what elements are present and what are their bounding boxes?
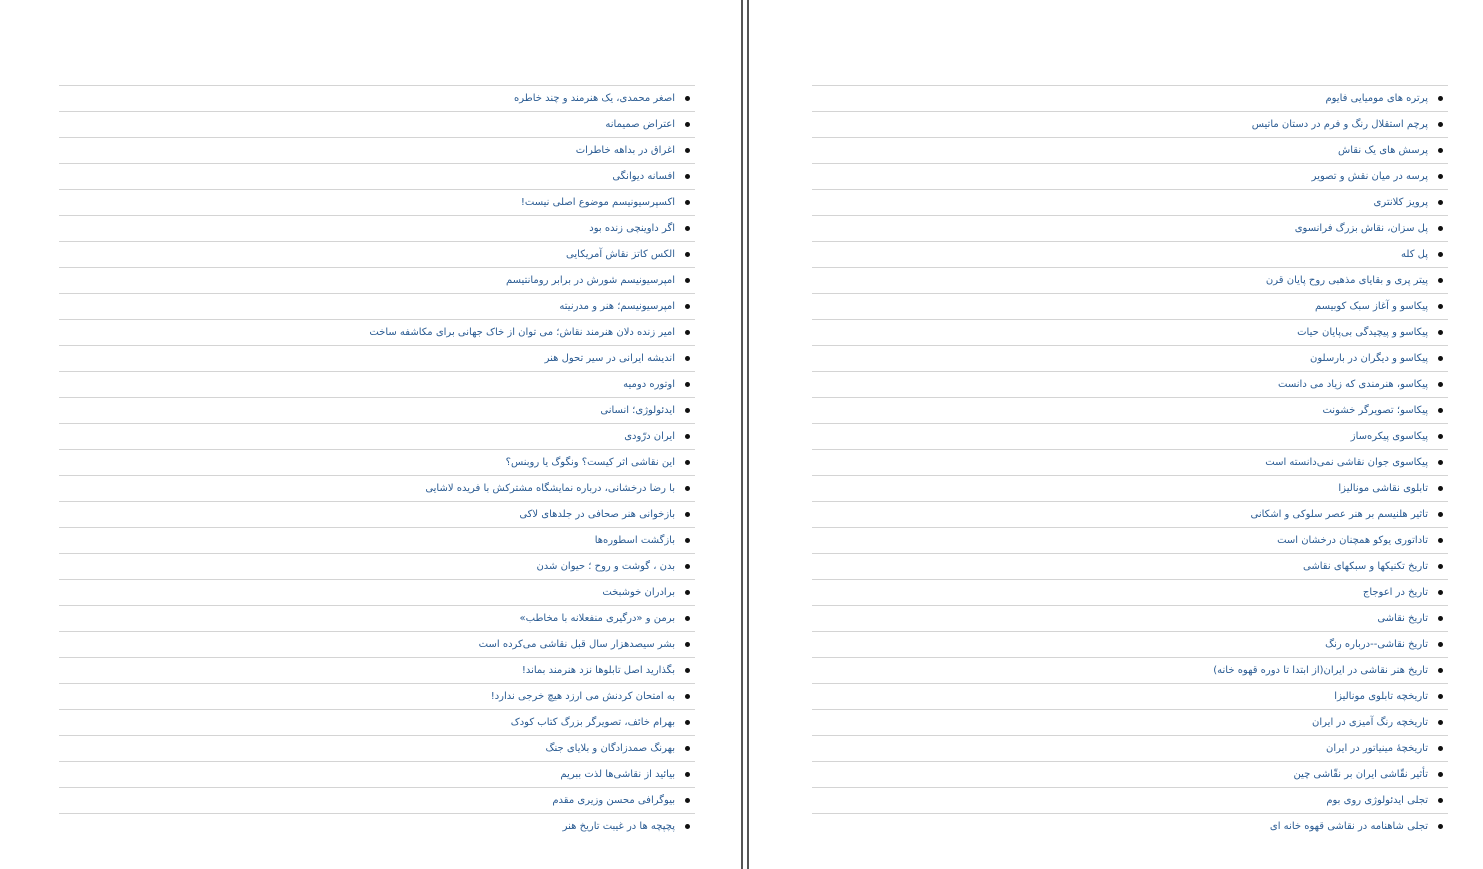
- article-link[interactable]: اوتوره دومیه: [623, 378, 675, 390]
- bullet-icon: [685, 772, 690, 777]
- list-item: [59, 449, 695, 475]
- bullet-icon: [685, 486, 690, 491]
- list-item: [812, 85, 1448, 111]
- article-link[interactable]: برمن و «درگیری منفعلانه با مخاطب»: [519, 612, 675, 624]
- article-link[interactable]: اکسپرسیونیسم موضوع اصلی نیست!: [520, 196, 675, 208]
- list-item: [59, 735, 695, 761]
- list-item: [812, 319, 1448, 345]
- article-link[interactable]: پیکاسو و دیگران در بارسلون: [1310, 352, 1428, 364]
- article-link[interactable]: پرچم استقلال رنگ و فرم در دستان ماتیس: [1251, 118, 1428, 130]
- article-link[interactable]: تاریخچه رنگ آمیزی در ایران: [1312, 716, 1428, 728]
- bullet-icon: [685, 174, 690, 179]
- bullet-icon: [685, 330, 690, 335]
- article-link[interactable]: اصغر محمدی، یک هنرمند و چند خاطره: [514, 92, 675, 104]
- list-item: [812, 605, 1448, 631]
- article-link[interactable]: پیکاسو و آغاز سبک کوبیسم: [1315, 300, 1428, 312]
- list-item: [59, 631, 695, 657]
- article-link[interactable]: تاریخ تکنیکها و سبکهای نقاشی: [1303, 560, 1428, 572]
- bullet-icon: [685, 252, 690, 257]
- article-link[interactable]: امیر زنده دلان هنرمند نقاش؛ می توان از خاک جهانی برای مکاشفه ساخت: [369, 326, 675, 338]
- bullet-icon: [1438, 642, 1443, 647]
- bullet-icon: [1438, 720, 1443, 725]
- article-link[interactable]: بدن ، گوشت و روح ؛ حیوان شدن: [536, 560, 675, 572]
- article-link[interactable]: به امتحان کردنش می ارزد هیچ خرجی ندارد!: [490, 690, 675, 702]
- list-item: [812, 579, 1448, 605]
- article-link[interactable]: امپرسیونیسم شورش در برابر رومانتیسم: [505, 274, 675, 286]
- bullet-icon: [685, 122, 690, 127]
- list-item: [812, 709, 1448, 735]
- list-item: [59, 605, 695, 631]
- list-item: [812, 501, 1448, 527]
- list-item: [812, 527, 1448, 553]
- list-item: [812, 267, 1448, 293]
- bullet-icon: [685, 798, 690, 803]
- list-item: [812, 657, 1448, 683]
- list-item: [59, 813, 695, 839]
- article-link[interactable]: بگذارید اصل تابلوها نزد هنرمند بماند!: [521, 664, 675, 676]
- list-item: [812, 371, 1448, 397]
- page-divider: [747, 0, 749, 869]
- bullet-icon: [685, 382, 690, 387]
- list-item: [59, 111, 695, 137]
- list-item: [59, 215, 695, 241]
- list-item: [59, 501, 695, 527]
- bullet-icon: [685, 408, 690, 413]
- list-item: [812, 293, 1448, 319]
- list-item: [812, 761, 1448, 787]
- article-link[interactable]: بشر سیصدهزار سال قبل نقاشی می‌کرده است: [478, 638, 675, 650]
- bullet-icon: [1438, 304, 1443, 309]
- bullet-icon: [685, 642, 690, 647]
- list-item: [59, 397, 695, 423]
- list-item: [812, 813, 1448, 839]
- article-link[interactable]: پرتره های مومیایی فایوم: [1325, 92, 1428, 104]
- article-link[interactable]: برادران خوشبخت: [602, 586, 675, 598]
- list-item: [59, 137, 695, 163]
- list-item: [812, 397, 1448, 423]
- bullet-icon: [1438, 460, 1443, 465]
- bullet-icon: [1438, 434, 1443, 439]
- list-item: [59, 657, 695, 683]
- list-item: [59, 527, 695, 553]
- bullet-icon: [685, 200, 690, 205]
- bullet-icon: [1438, 252, 1443, 257]
- page-divider: [741, 0, 743, 869]
- bullet-icon: [1438, 512, 1443, 517]
- list-item: [59, 423, 695, 449]
- article-link[interactable]: پیتر پری و بقایای مذهبی روح پایان قرن: [1265, 274, 1428, 286]
- bullet-icon: [1438, 616, 1443, 621]
- article-link[interactable]: بهرام خائف، تصویرگر بزرگ کتاب کودک: [510, 716, 675, 728]
- article-link[interactable]: تجلی شاهنامه در نقاشی قهوه خانه ای: [1269, 820, 1428, 832]
- article-link[interactable]: تاریخ نقاشی: [1377, 612, 1428, 624]
- bullet-icon: [685, 694, 690, 699]
- list-item: [812, 189, 1448, 215]
- article-link[interactable]: پرسش های یک نقاش: [1338, 144, 1428, 156]
- bullet-icon: [685, 356, 690, 361]
- list-item: [812, 137, 1448, 163]
- list-item: [812, 475, 1448, 501]
- bullet-icon: [685, 668, 690, 673]
- article-link[interactable]: پیکاسوی پیکره‌ساز: [1350, 430, 1428, 442]
- article-link[interactable]: پیکاسو، هنرمندی که زیاد می دانست: [1278, 378, 1428, 390]
- list-item: [59, 371, 695, 397]
- bullet-icon: [1438, 200, 1443, 205]
- bullet-icon: [685, 590, 690, 595]
- list-item: [812, 111, 1448, 137]
- article-link[interactable]: تاریخچۀ مینیاتور در ایران: [1326, 742, 1428, 754]
- bullet-icon: [1438, 694, 1443, 699]
- bullet-icon: [685, 278, 690, 283]
- article-list-right: [812, 85, 1448, 839]
- article-link[interactable]: پیکاسو؛ تصویرگر خشونت: [1322, 404, 1428, 416]
- list-item: [59, 345, 695, 371]
- bullet-icon: [685, 616, 690, 621]
- list-item: [59, 475, 695, 501]
- bullet-icon: [1438, 122, 1443, 127]
- list-item: [59, 319, 695, 345]
- article-link[interactable]: پیکاسو و پیچیدگی بی‌پایان حیات: [1297, 326, 1428, 338]
- list-item: [812, 735, 1448, 761]
- article-link[interactable]: پیکاسوی جوان نقاشی نمی‌دانسته است: [1265, 456, 1428, 468]
- bullet-icon: [685, 824, 690, 829]
- article-link[interactable]: پل کله: [1401, 248, 1428, 260]
- list-item: [59, 709, 695, 735]
- article-link[interactable]: امپرسیونیسم؛ هنر و مدرنیته: [559, 300, 675, 312]
- article-link[interactable]: ایران درّودی: [624, 430, 675, 442]
- bullet-icon: [1438, 382, 1443, 387]
- bullet-icon: [685, 96, 690, 101]
- article-link[interactable]: تاثیر هلنیسم بر هنر عصر سلوکی و اشکانی: [1250, 508, 1428, 520]
- list-item: [812, 683, 1448, 709]
- article-link[interactable]: با رضا درخشانی، درباره نمایشگاه مشترکش با فریده لاشایی: [425, 482, 675, 494]
- article-link[interactable]: بازگشت اسطوره‌ها: [594, 534, 675, 546]
- bullet-icon: [1438, 538, 1443, 543]
- article-link[interactable]: بیوگرافی محسن وزیری مقدم: [552, 794, 675, 806]
- list-item: [812, 631, 1448, 657]
- article-link[interactable]: اندیشه ایرانی در سیر تحول هنر: [544, 352, 675, 364]
- list-item: [59, 267, 695, 293]
- list-item: [59, 163, 695, 189]
- bullet-icon: [1438, 564, 1443, 569]
- bullet-icon: [1438, 746, 1443, 751]
- bullet-icon: [685, 720, 690, 725]
- article-link[interactable]: افسانه دیوانگی: [612, 170, 675, 182]
- bullet-icon: [685, 304, 690, 309]
- bullet-icon: [1438, 408, 1443, 413]
- bullet-icon: [1438, 96, 1443, 101]
- list-item: [59, 85, 695, 111]
- list-item: [812, 449, 1448, 475]
- article-link[interactable]: اگر داوینچی زنده بود: [589, 222, 675, 234]
- article-link[interactable]: پل سزان، نقاش بزرگ فرانسوی: [1294, 222, 1428, 234]
- article-link[interactable]: پرویز کلانتری: [1373, 196, 1428, 208]
- article-link[interactable]: تجلی ایدئولوژی روی بوم: [1326, 794, 1428, 806]
- list-item: [812, 241, 1448, 267]
- bullet-icon: [1438, 330, 1443, 335]
- article-link[interactable]: پچپچه ها در غیبت تاریخ هنر: [562, 820, 675, 832]
- list-item: [812, 163, 1448, 189]
- bullet-icon: [685, 460, 690, 465]
- bullet-icon: [1438, 772, 1443, 777]
- article-link[interactable]: تاریخ در اعوجاج: [1362, 586, 1428, 598]
- article-link[interactable]: بازخوانی هنر صحافی در جلدهای لاکی: [519, 508, 675, 520]
- bullet-icon: [685, 512, 690, 517]
- list-item: [59, 761, 695, 787]
- bullet-icon: [1438, 486, 1443, 491]
- article-link[interactable]: بیائید از نقاشی‌ها لذت ببریم: [560, 768, 675, 780]
- bullet-icon: [1438, 590, 1443, 595]
- list-item: [812, 215, 1448, 241]
- article-list-left: [59, 85, 695, 839]
- list-item: [59, 189, 695, 215]
- article-link[interactable]: تاریخ نقاشی--درباره رنگ: [1325, 638, 1428, 650]
- list-item: [59, 553, 695, 579]
- article-link[interactable]: اعتراض صمیمانه: [605, 118, 675, 130]
- bullet-icon: [685, 226, 690, 231]
- bullet-icon: [1438, 278, 1443, 283]
- bullet-icon: [1438, 824, 1443, 829]
- article-link[interactable]: تأثیر نقّاشی ایران بر نقّاشی چین: [1293, 768, 1428, 780]
- list-item: [59, 683, 695, 709]
- article-link[interactable]: بهرنگ صمدزادگان و بلایای جنگ: [545, 742, 675, 754]
- bullet-icon: [685, 564, 690, 569]
- list-item: [59, 787, 695, 813]
- list-item: [59, 241, 695, 267]
- article-link[interactable]: ایدئولوژی؛ انسانی: [600, 404, 675, 416]
- bullet-icon: [1438, 668, 1443, 673]
- article-link[interactable]: تاریخچه تابلوی مونالیزا: [1334, 690, 1428, 702]
- article-link[interactable]: پرسه در میان نقش و تصویر: [1311, 170, 1428, 182]
- bullet-icon: [1438, 148, 1443, 153]
- list-item: [59, 579, 695, 605]
- list-item: [812, 787, 1448, 813]
- bullet-icon: [685, 148, 690, 153]
- bullet-icon: [1438, 226, 1443, 231]
- list-item: [59, 293, 695, 319]
- article-link[interactable]: اغراق در بداهه خاطرات: [575, 144, 675, 156]
- bullet-icon: [1438, 174, 1443, 179]
- bullet-icon: [685, 434, 690, 439]
- list-item: [812, 423, 1448, 449]
- list-item: [812, 553, 1448, 579]
- article-link[interactable]: تابلوی نقاشی مونالیزا: [1338, 482, 1428, 494]
- bullet-icon: [1438, 356, 1443, 361]
- bullet-icon: [1438, 798, 1443, 803]
- bullet-icon: [685, 746, 690, 751]
- article-link[interactable]: این نقاشی اثر کیست؟ ونگوگ یا روبنس؟: [505, 456, 675, 468]
- article-link[interactable]: الکس کاتز نقاش آمریکایی: [566, 248, 675, 260]
- article-link[interactable]: تاداتوری یوکو همچنان درخشان است: [1277, 534, 1428, 546]
- list-item: [812, 345, 1448, 371]
- bullet-icon: [685, 538, 690, 543]
- article-link[interactable]: تاریخ هنر نقاشی در ایران(از ابتدا تا دوره قهوه خانه): [1213, 664, 1428, 676]
